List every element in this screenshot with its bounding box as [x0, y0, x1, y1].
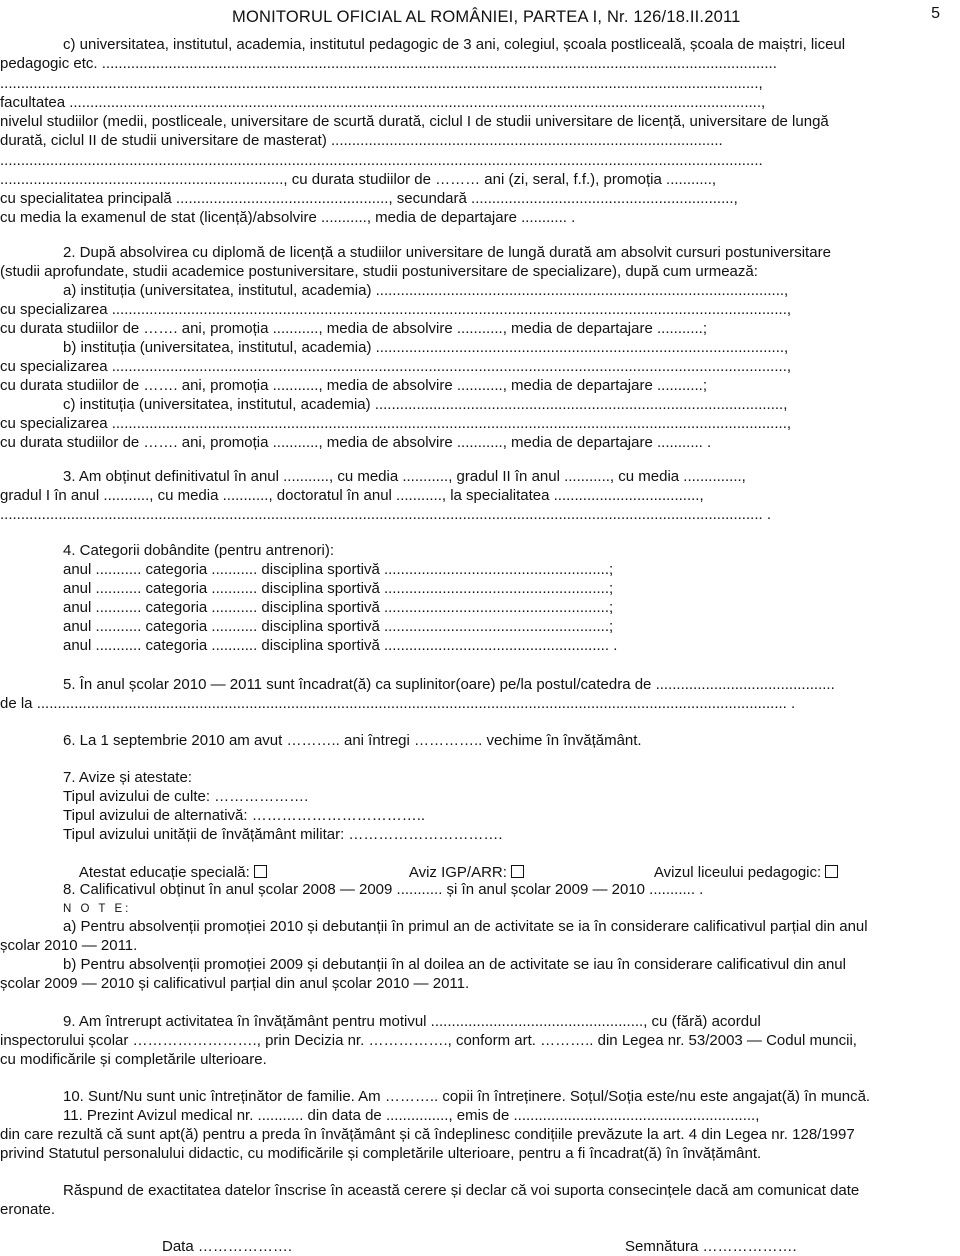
text-line: cu specializarea ..................................................................................................................................................................,	[0, 358, 792, 375]
text-line: cu durata studiilor de ……. ani, promoția ..........., media de absolvire ..........., media de departajare ...........;	[0, 320, 707, 337]
aviz-igp-label: Aviz IGP/ARR:	[408, 864, 507, 881]
text-line: 10. Sunt/Nu sunt unic întreținător de familie. Am ……….. copii în întreținere. Soțul/Soția este/nu este angajat(ă) în muncă.	[63, 1088, 871, 1105]
text-line: Răspund de exactitatea datelor înscrise în această cerere și declar că voi suporta consecințele dacă am comunicat date	[63, 1182, 860, 1199]
text-line: Tipul avizului unității de învățământ militar: ………………………….	[63, 826, 503, 843]
text-line: 6. La 1 septembrie 2010 am avut ……….. ani întregi ………….. vechime în învățământ.	[63, 732, 642, 749]
text-line: 7. Avize și atestate:	[63, 769, 192, 786]
checkbox-aviz-igp[interactable]	[511, 865, 524, 878]
text-line: 2. După absolvirea cu diplomă de licență a studiilor universitare de lungă durată am absolvit cursuri postuniversitare	[63, 244, 831, 261]
text-line: 4. Categorii dobândite (pentru antrenori):	[63, 542, 334, 559]
text-line: 3. Am obținut definitivatul în anul ..........., cu media ..........., gradul II în anul ..........., cu media ..............,	[63, 468, 746, 485]
text-line: (studii aprofundate, studii academice postuniversitare, studii postuniversitare de specializare), după cum urmează:	[0, 263, 758, 280]
text-line: durată, ciclul II de studii universitare de masterat) ..............................................................................................	[0, 132, 723, 149]
aviz-liceu-label: Avizul liceului pedagogic:	[653, 864, 822, 881]
text-line: ......................................................................................................................................................................................,	[0, 75, 763, 92]
text-line: anul ........... categoria ........... disciplina sportivă ......................................................;	[63, 580, 614, 597]
publication-title: MONITORUL OFICIAL AL ROMÂNIEI, PARTEA I, Nr. 126/18.II.2011	[232, 8, 741, 26]
text-line: c) universitatea, institutul, academia, institutul pedagogic de 3 ani, colegiul, școala postliceală, școala de maiștri, liceul	[63, 36, 846, 53]
checkbox-atestat[interactable]	[254, 865, 267, 878]
text-line: cu specialitatea principală ..................................................., secundară ...............................................................,	[0, 190, 738, 207]
text-line: a) Pentru absolvenții promoției 2010 și debutanții în primul an de activitate se ia în considerare calificativul parțial din anul	[63, 918, 868, 935]
text-line: cu durata studiilor de ……. ani, promoția ..........., media de absolvire ..........., media de departajare ........... .	[0, 434, 712, 451]
text-line: cu specializarea ..................................................................................................................................................................,	[0, 415, 792, 432]
signature-field[interactable]: Semnătura ……………….	[625, 1238, 797, 1255]
text-line: facultatea ......................................................................................................................................................................,	[0, 94, 766, 111]
text-line: Tipul avizului de alternativă: ……………………………..	[63, 807, 426, 824]
text-line: școlar 2009 — 2010 și calificativul parțial din anul școlar 2010 — 2011.	[0, 975, 470, 992]
note-label: N O T E:	[63, 903, 132, 915]
checkbox-aviz-liceu[interactable]	[825, 865, 838, 878]
text-line: școlar 2010 — 2011.	[0, 937, 138, 954]
text-line: b) instituția (universitatea, institutul, academia) ..................................................................................................,	[63, 339, 789, 356]
text-line: anul ........... categoria ........... disciplina sportivă ......................................................;	[63, 561, 614, 578]
text-line: 8. Calificativul obținut în anul școlar 2008 — 2009 ........... și în anul școlar 2009 — 2010 ........... .	[63, 881, 704, 898]
text-line: gradul I în anul ..........., cu media ..........., doctoratul în anul ..........., la specialitatea ...................................,	[0, 487, 704, 504]
text-line: de la .................................................................................................................................................................................... .	[0, 695, 796, 712]
text-line: nivelul studiilor (medii, postliceale, universitare de scurtă durată, ciclul I de studii universitare de licență, universitare de lungă	[0, 113, 829, 130]
text-line: anul ........... categoria ........... disciplina sportivă ...................................................... .	[63, 637, 618, 654]
text-line: pedagogic etc. ..................................................................................................................................................................	[0, 55, 777, 72]
text-line: anul ........... categoria ........... disciplina sportivă ......................................................;	[63, 618, 614, 635]
text-line: cu durata studiilor de ……. ani, promoția ..........., media de absolvire ..........., media de departajare ...........;	[0, 377, 707, 394]
text-line: ....................................................................................................................................................................................... .	[0, 506, 771, 523]
text-line: ...................................................................., cu durata studiilor de ……… ani (zi, seral, f.f.), promoția ...........,	[0, 171, 717, 188]
text-line: b) Pentru absolvenții promoției 2009 și debutanții în al doilea an de activitate se iau în considerare calificativul din anul	[63, 956, 846, 973]
text-line: Tipul avizului de culte: ……………….	[63, 788, 309, 805]
text-line: din care rezultă că sunt apt(ă) pentru a preda în învățământ și că îndeplinesc condițiile prevăzute la art. 4 din Legea nr. 128/1997	[0, 1126, 855, 1143]
text-line: cu modificările și completările ulterioare.	[0, 1051, 267, 1068]
page-number: 5	[931, 5, 940, 22]
text-line: privind Statutul personalului didactic, cu modificările și completările ulterioare, pentru a fi încadrat(ă) în învățământ.	[0, 1145, 762, 1162]
text-line: eronate.	[0, 1201, 56, 1218]
text-line: cu media la examenul de stat (licență)/absolvire ..........., media de departajare ........... .	[0, 209, 576, 226]
text-line: .......................................................................................................................................................................................	[0, 152, 763, 169]
text-line: c) instituția (universitatea, institutul, academia) ..................................................................................................,	[63, 396, 788, 413]
text-line: 9. Am întrerupt activitatea în învățământ pentru motivul ..................................................., cu (fără) acordul	[63, 1013, 761, 1030]
text-line: cu specializarea ..................................................................................................................................................................,	[0, 301, 792, 318]
atestat-label: Atestat educație specială:	[78, 864, 250, 881]
text-line: a) instituția (universitatea, institutul, academia) ..................................................................................................,	[63, 282, 789, 299]
text-line: 11. Prezint Avizul medical nr. ........... din data de ..............., emis de ..........................................................,	[63, 1107, 760, 1124]
page-header	[232, 5, 940, 28]
text-line: 5. În anul școlar 2010 — 2011 sunt încadrat(ă) ca suplinitor(oare) pe/la postul/catedra de ...........................................	[63, 676, 835, 693]
text-line: inspectorului școlar ……………………., prin Decizia nr. ……………., conform art. ……….. din Legea nr. 53/2003 — Codul muncii,	[0, 1032, 857, 1049]
date-field[interactable]: Data ……………….	[162, 1238, 293, 1255]
text-line: anul ........... categoria ........... disciplina sportivă ......................................................;	[63, 599, 614, 616]
